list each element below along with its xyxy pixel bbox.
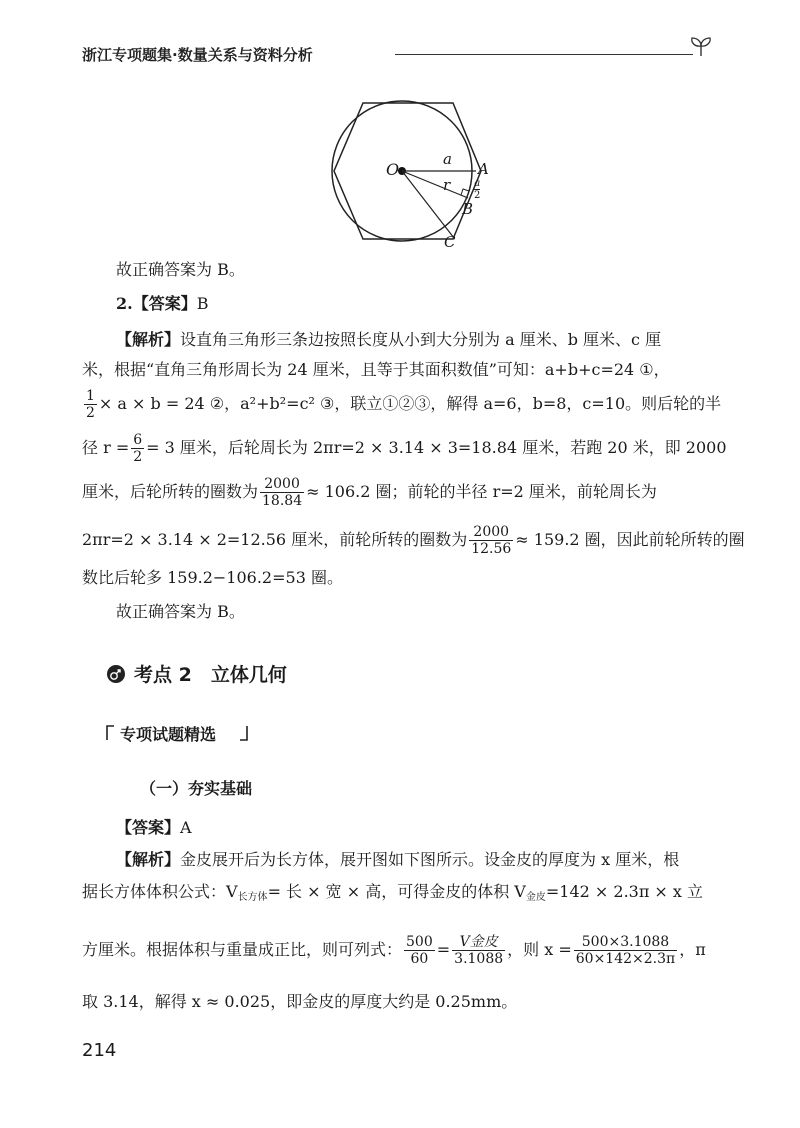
label-B: B	[462, 200, 474, 218]
label-a: a	[443, 150, 452, 168]
q3-analysis-line-1: 【解析】金皮展开后为长方体，展开图如下图所示。设金皮的厚度为 x 厘米，根	[116, 850, 680, 869]
analysis-line-4: 径 r = $\frac{6}{2}$ = 3 厘米，后轮周长为 2πr=2 × 3.14 × 3=18.84 厘米，若跑 20 米，即 2000	[82, 432, 727, 465]
fraction-v-gold: $\frac{\text{V金皮}}{3.1088}$	[454, 934, 504, 967]
analysis-line-5: 厘米，后轮所转的圈数为 $\frac{2000}{18.84}$ ≈ 106.2 圈；前轮的半径 r=2 厘米，前轮周长为	[82, 476, 657, 509]
q3-analysis-line-4: 取 3.14，解得 x ≈ 0.025，即金皮的厚度大约是 0.25mm。	[82, 992, 518, 1011]
label-O: O	[386, 160, 400, 179]
label-a-half: a 2	[474, 178, 481, 201]
page-number: 214	[82, 1040, 117, 1061]
section-bullet-icon	[106, 664, 126, 684]
section-title: 考点 2 立体几何	[134, 664, 287, 686]
hexagon-circle-figure	[330, 98, 490, 254]
bracket-open-icon	[104, 724, 116, 742]
answer-3: 【答案】A	[116, 818, 192, 837]
fraction-half: $\frac{1}{2}$	[86, 388, 95, 421]
subsection-title: 专项试题精选	[120, 725, 217, 744]
group-title: （一）夯实基础	[140, 779, 253, 798]
label-C: C	[444, 233, 456, 251]
fraction-rear-turns: $\frac{2000}{18.84}$	[262, 476, 303, 509]
label-A: A	[478, 160, 489, 178]
running-header: 浙江专项题集·数量关系与资料分析	[82, 46, 313, 64]
analysis-line-3: $\frac{1}{2}$ × a × b = 24 ②，a²+b²=c² ③，联立①②③，解得 a=6，b=8，c=10。则后轮的半	[86, 388, 722, 421]
fraction-x-formula: $\frac{500\times 3.1088}{60\times 142\times 2.3\pi}$	[575, 934, 676, 967]
bracket-close-icon	[238, 724, 250, 742]
analysis-line-7: 数比后轮多 159.2−106.2=53 圈。	[82, 568, 343, 587]
analysis-line-1: 【解析】设直角三角形三条边按照长度从小到大分别为 a 厘米、b 厘米、c 厘	[116, 330, 662, 349]
analysis-line-6: 2πr=2 × 3.14 × 2=12.56 厘米，前轮所转的圈数为 $\frac{2000}{12.56}$ ≈ 159.2 圈，因此前轮所转的圈	[82, 524, 745, 557]
fraction-front-turns: $\frac{2000}{12.56}$	[471, 524, 512, 557]
header-rule	[395, 54, 693, 55]
conclusion-2: 故正确答案为 B。	[116, 602, 245, 621]
q3-analysis-line-3: 方厘米。根据体积与重量成正比，则可列式： $\frac{500}{60}$ = $\frac{\text{V金皮}}{3.1088}$ ，则 x = $\frac{500\times 3.1088}{60\times 142\times 2.3\pi}$ ，π	[82, 934, 706, 967]
label-r: r	[443, 176, 451, 194]
sprout-icon	[688, 36, 714, 58]
fraction-six-halves: $\frac{6}{2}$	[133, 432, 143, 465]
conclusion-1: 故正确答案为 B。	[116, 260, 245, 279]
analysis-line-2: 米，根据“直角三角形周长为 24 厘米，且等于其面积数值”可知：a+b+c=24 ①，	[82, 360, 670, 379]
q3-analysis-line-2: 据长方体体积公式：$V_{长方体}=$ 长 × 宽 × 高，可得金皮的体积 $V_{金皮}=142 \times 2.3\pi \times x$ 立	[82, 882, 704, 903]
answer-2: 2.【答案】B	[116, 294, 209, 313]
fraction-500-60: $\frac{500}{60}$	[406, 934, 433, 967]
